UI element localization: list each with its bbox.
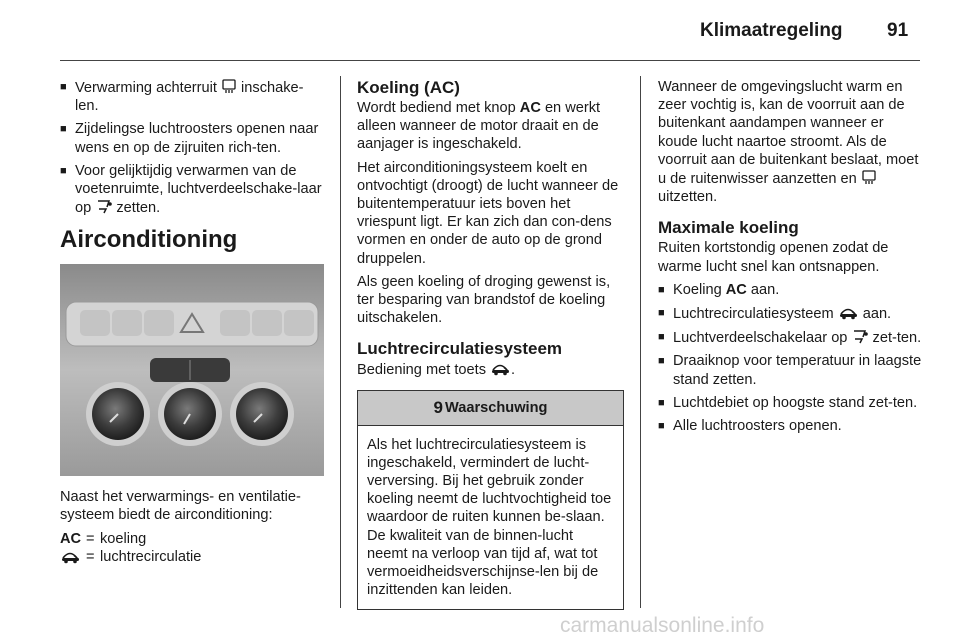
- rear-defrost-icon: [221, 78, 237, 94]
- column-3: [658, 78, 922, 440]
- def-eq: =: [86, 549, 95, 566]
- climate-control-panel-photo: [60, 264, 324, 476]
- list-item: ■ Alle luchtroosters openen.: [658, 417, 922, 435]
- list-item: ■ Luchtrecirculatiesysteem aan.: [658, 304, 922, 323]
- warning-title: Waarschuwing: [445, 399, 548, 416]
- list-item: ■ Voor gelijktijdig verwarmen van de voetenruimte, luchtverdeelschake-laar op zetten.: [60, 162, 324, 218]
- header-rule: [60, 60, 920, 61]
- column-divider: [640, 76, 641, 608]
- paragraph: Als geen koeling of droging gewenst is, ter besparing van brandstof de koeling uitschakelen.: [357, 273, 611, 327]
- bullet-list: [60, 78, 324, 217]
- def-term: [60, 548, 86, 567]
- page-number: 91: [887, 20, 909, 41]
- section-heading: Maximale koeling: [658, 218, 799, 238]
- column-2: [357, 78, 624, 610]
- watermark: carmanualsonline.info: [560, 614, 765, 637]
- def-desc: koeling: [100, 531, 147, 548]
- definition-list: [60, 530, 324, 567]
- section-heading: Luchtrecirculatiesysteem: [357, 339, 563, 359]
- column-1: [60, 78, 324, 567]
- recirculation-icon: [60, 548, 81, 564]
- windscreen-defrost-icon: [861, 169, 878, 185]
- list-item: ■ Luchtdebiet op hoogste stand zet-ten.: [658, 394, 922, 412]
- warning-box: [357, 390, 624, 611]
- section-heading: Airconditioning: [60, 226, 238, 254]
- page-header-title: Klimaatregeling: [700, 20, 843, 41]
- bullet-list: [658, 281, 922, 435]
- def-desc: luchtrecirculatie: [100, 549, 202, 566]
- paragraph: Het airconditioningsysteem koelt en ontvochtigt (droogt) de lucht wanneer de buitentemperatuur iets boven het vriespunt ligt. Er kan zich dan con-dens vormen en onder de auto op de grond druppelen.: [357, 159, 619, 267]
- list-item: ■ Draaiknop voor temperatuur in laagste stand zetten.: [658, 352, 922, 388]
- list-item: ■ Zijdelingse luchtroosters openen naar wens en op de zijruiten rich-ten.: [60, 120, 324, 156]
- warning-text: Als het luchtrecirculatiesysteem is ingeschakeld, vermindert de lucht-verversing. Bij het gebruik zonder koeling neemt de luchtvochtigheid toe waardoor de ruiten kunnen be-slaan. De kwaliteit van de binnen-lucht neemt na verloop van tijd af, wat tot vermoeidheidsverschijnse-len bij de inzittenden kan leiden.: [367, 436, 612, 599]
- def-eq: =: [86, 531, 95, 548]
- paragraph: Bediening met toets .: [357, 362, 516, 379]
- column-divider: [340, 76, 341, 608]
- recirculation-icon: [490, 360, 511, 376]
- warning-header: [358, 391, 623, 426]
- paragraph: Wanneer de omgevingslucht warm en zeer vochtig is, kan de voorruit aan de buitenkant aandampen wanneer er koude lucht naartoe stroomt. Als de voorruit aan de buitenkant beslaat, moet u de ruitenwisser aanzetten en uitzetten.: [658, 79, 919, 206]
- list-item: ■ Luchtverdeelschakelaar op zet-ten.: [658, 328, 922, 347]
- windscreen-feet-icon: [95, 198, 112, 214]
- windscreen-feet-icon: [851, 328, 868, 344]
- paragraph: Ruiten kortstondig openen zodat de warme lucht snel kan ontsnappen.: [658, 240, 889, 275]
- def-term: AC: [60, 531, 82, 548]
- recirculation-icon: [838, 304, 859, 320]
- list-item: ■ Koeling AC aan.: [658, 281, 922, 299]
- list-item: ■ Verwarming achterruit inschake-len.: [60, 78, 324, 115]
- section-heading: Koeling (AC): [357, 78, 460, 97]
- paragraph: Wordt bediend met knop AC en werkt alleen wanneer de motor draait en de aanjager is ingeschakeld.: [357, 100, 601, 153]
- paragraph: Naast het verwarmings- en ventilatie-systeem biedt de airconditioning:: [60, 488, 301, 523]
- warning-icon: 9: [433, 397, 443, 417]
